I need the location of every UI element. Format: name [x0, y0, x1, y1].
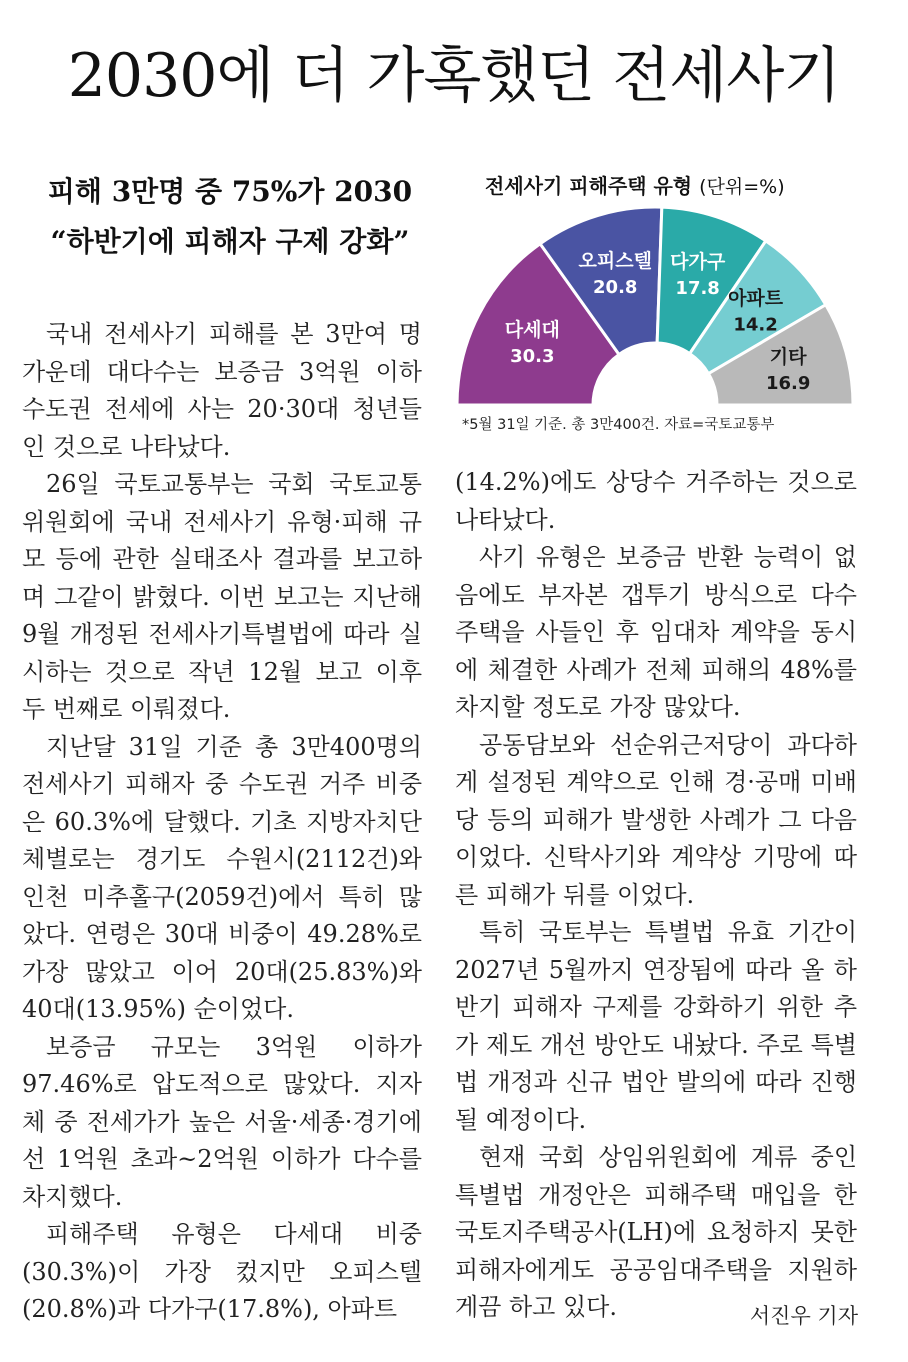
- paragraph: 26일 국토교통부는 국회 국토교통위원회에 국내 전세사기 유형·피해 규모 등에 관한 실태조사 결과를 보고하며 그같이 밝혔다. 이번 보고는 지난해 9월 개정된 전세사기특별법에 따라 실시하는 것으로 작년 12월 보고 이후 두 번째로 이뤄졌다.: [22, 470, 422, 723]
- paragraph: 특히 국토부는 특별법 유효 기간이 2027년 5월까지 연장됨에 따라 올 하반기 피해자 구제를 강화하기 위한 추가 제도 개선 방안도 내놨다. 주로 특별법 개정과 신규 법안 발의에 따라 진행될 예정이다.: [455, 918, 857, 1134]
- paragraph: 공동담보와 선순위근저당이 과다하게 설정된 계약으로 인해 경·공매 미배당 등의 피해가 발생한 사례가 그 다음이었다. 신탁사기와 계약상 기망에 따른 피해가 뒤를 이었다.: [455, 730, 857, 909]
- chart-category-label: 기타: [769, 345, 807, 368]
- subheadline-1: 피해 3만명 중 75%가 2030: [47, 175, 413, 208]
- chart-source-note: *5월 31일 기준. 총 3만400건. 자료=국토교통부: [462, 417, 775, 433]
- article-column-right: [455, 464, 857, 1327]
- paragraph: 피해주택 유형은 다세대 비중(30.3%)이 가장 컸지만 오피스텔(20.8%)과 다가구(17.8%), 아파트: [22, 1220, 422, 1323]
- chart-category-label: 다가구: [670, 250, 726, 273]
- chart-value-label: 16.9: [765, 372, 811, 394]
- chart-title-text: 전세사기 피해주택 유형: [485, 174, 693, 198]
- paragraph: 사기 유형은 보증금 반환 능력이 없음에도 부자본 갭투기 방식으로 다수 주택을 사들인 후 임대차 계약을 동시에 체결한 사례가 전체 피해의 48%를 차지할 정도로 가장 많았다.: [455, 543, 857, 721]
- chart-value-label: 20.8: [593, 276, 638, 298]
- semicircle-chart: [450, 160, 870, 450]
- paragraph: 지난달 31일 기준 총 3만400명의 전세사기 피해자 중 수도권 거주 비중은 60.3%에 달했다. 기초 지방자치단체별로는 경기도 수원시(2112건)와 인천 미추홀구(2059건)에서 특히 많았다. 연령은 30대 비중이 49.28%로 가장 많았고 이어 20대(25.83%)와 40대(13.95%) 순이었다.: [22, 732, 422, 1023]
- chart-unit: (단위=%): [699, 176, 785, 198]
- paragraph: 보증금 규모는 3억원 이하가 97.46%로 압도적으로 많았다. 지자체 중 전세가가 높은 서울·세종·경기에선 1억원 초과~2억원 이하가 다수를 차지했다.: [22, 1032, 422, 1211]
- chart-value-label: 17.8: [675, 277, 720, 299]
- chart-title: [485, 170, 865, 199]
- subheadline-2: “하반기에 피해자 구제 강화”: [50, 225, 410, 258]
- chart-category-label: 다세대: [504, 318, 560, 341]
- byline: 서진우 기자: [749, 1304, 858, 1328]
- housing-type-chart: [450, 160, 870, 450]
- paragraph: 국내 전세사기 피해를 본 3만여 명 가운데 대다수는 보증금 3억원 이하 수도권 전세에 사는 20·30대 청년들인 것으로 나타났다.: [22, 320, 422, 461]
- chart-value-label: 14.2: [733, 314, 778, 336]
- chart-value-label: 30.3: [510, 345, 555, 367]
- chart-category-label: 오피스텔: [578, 249, 652, 272]
- paragraph: (14.2%)에도 상당수 거주하는 것으로 나타났다.: [455, 468, 857, 534]
- chart-category-label: 아파트: [728, 287, 784, 310]
- article-column-left: [22, 316, 422, 1329]
- paragraph: 현재 국회 상임위원회에 계류 중인 특별법 개정안은 피해주택 매입을 한 국토지주택공사(LH)에 요청하지 못한 피해자에게도 공공임대주택을 지원하게끔 하고 있다.: [455, 1143, 857, 1321]
- headline: 2030에 더 가혹했던 전세사기: [67, 41, 841, 111]
